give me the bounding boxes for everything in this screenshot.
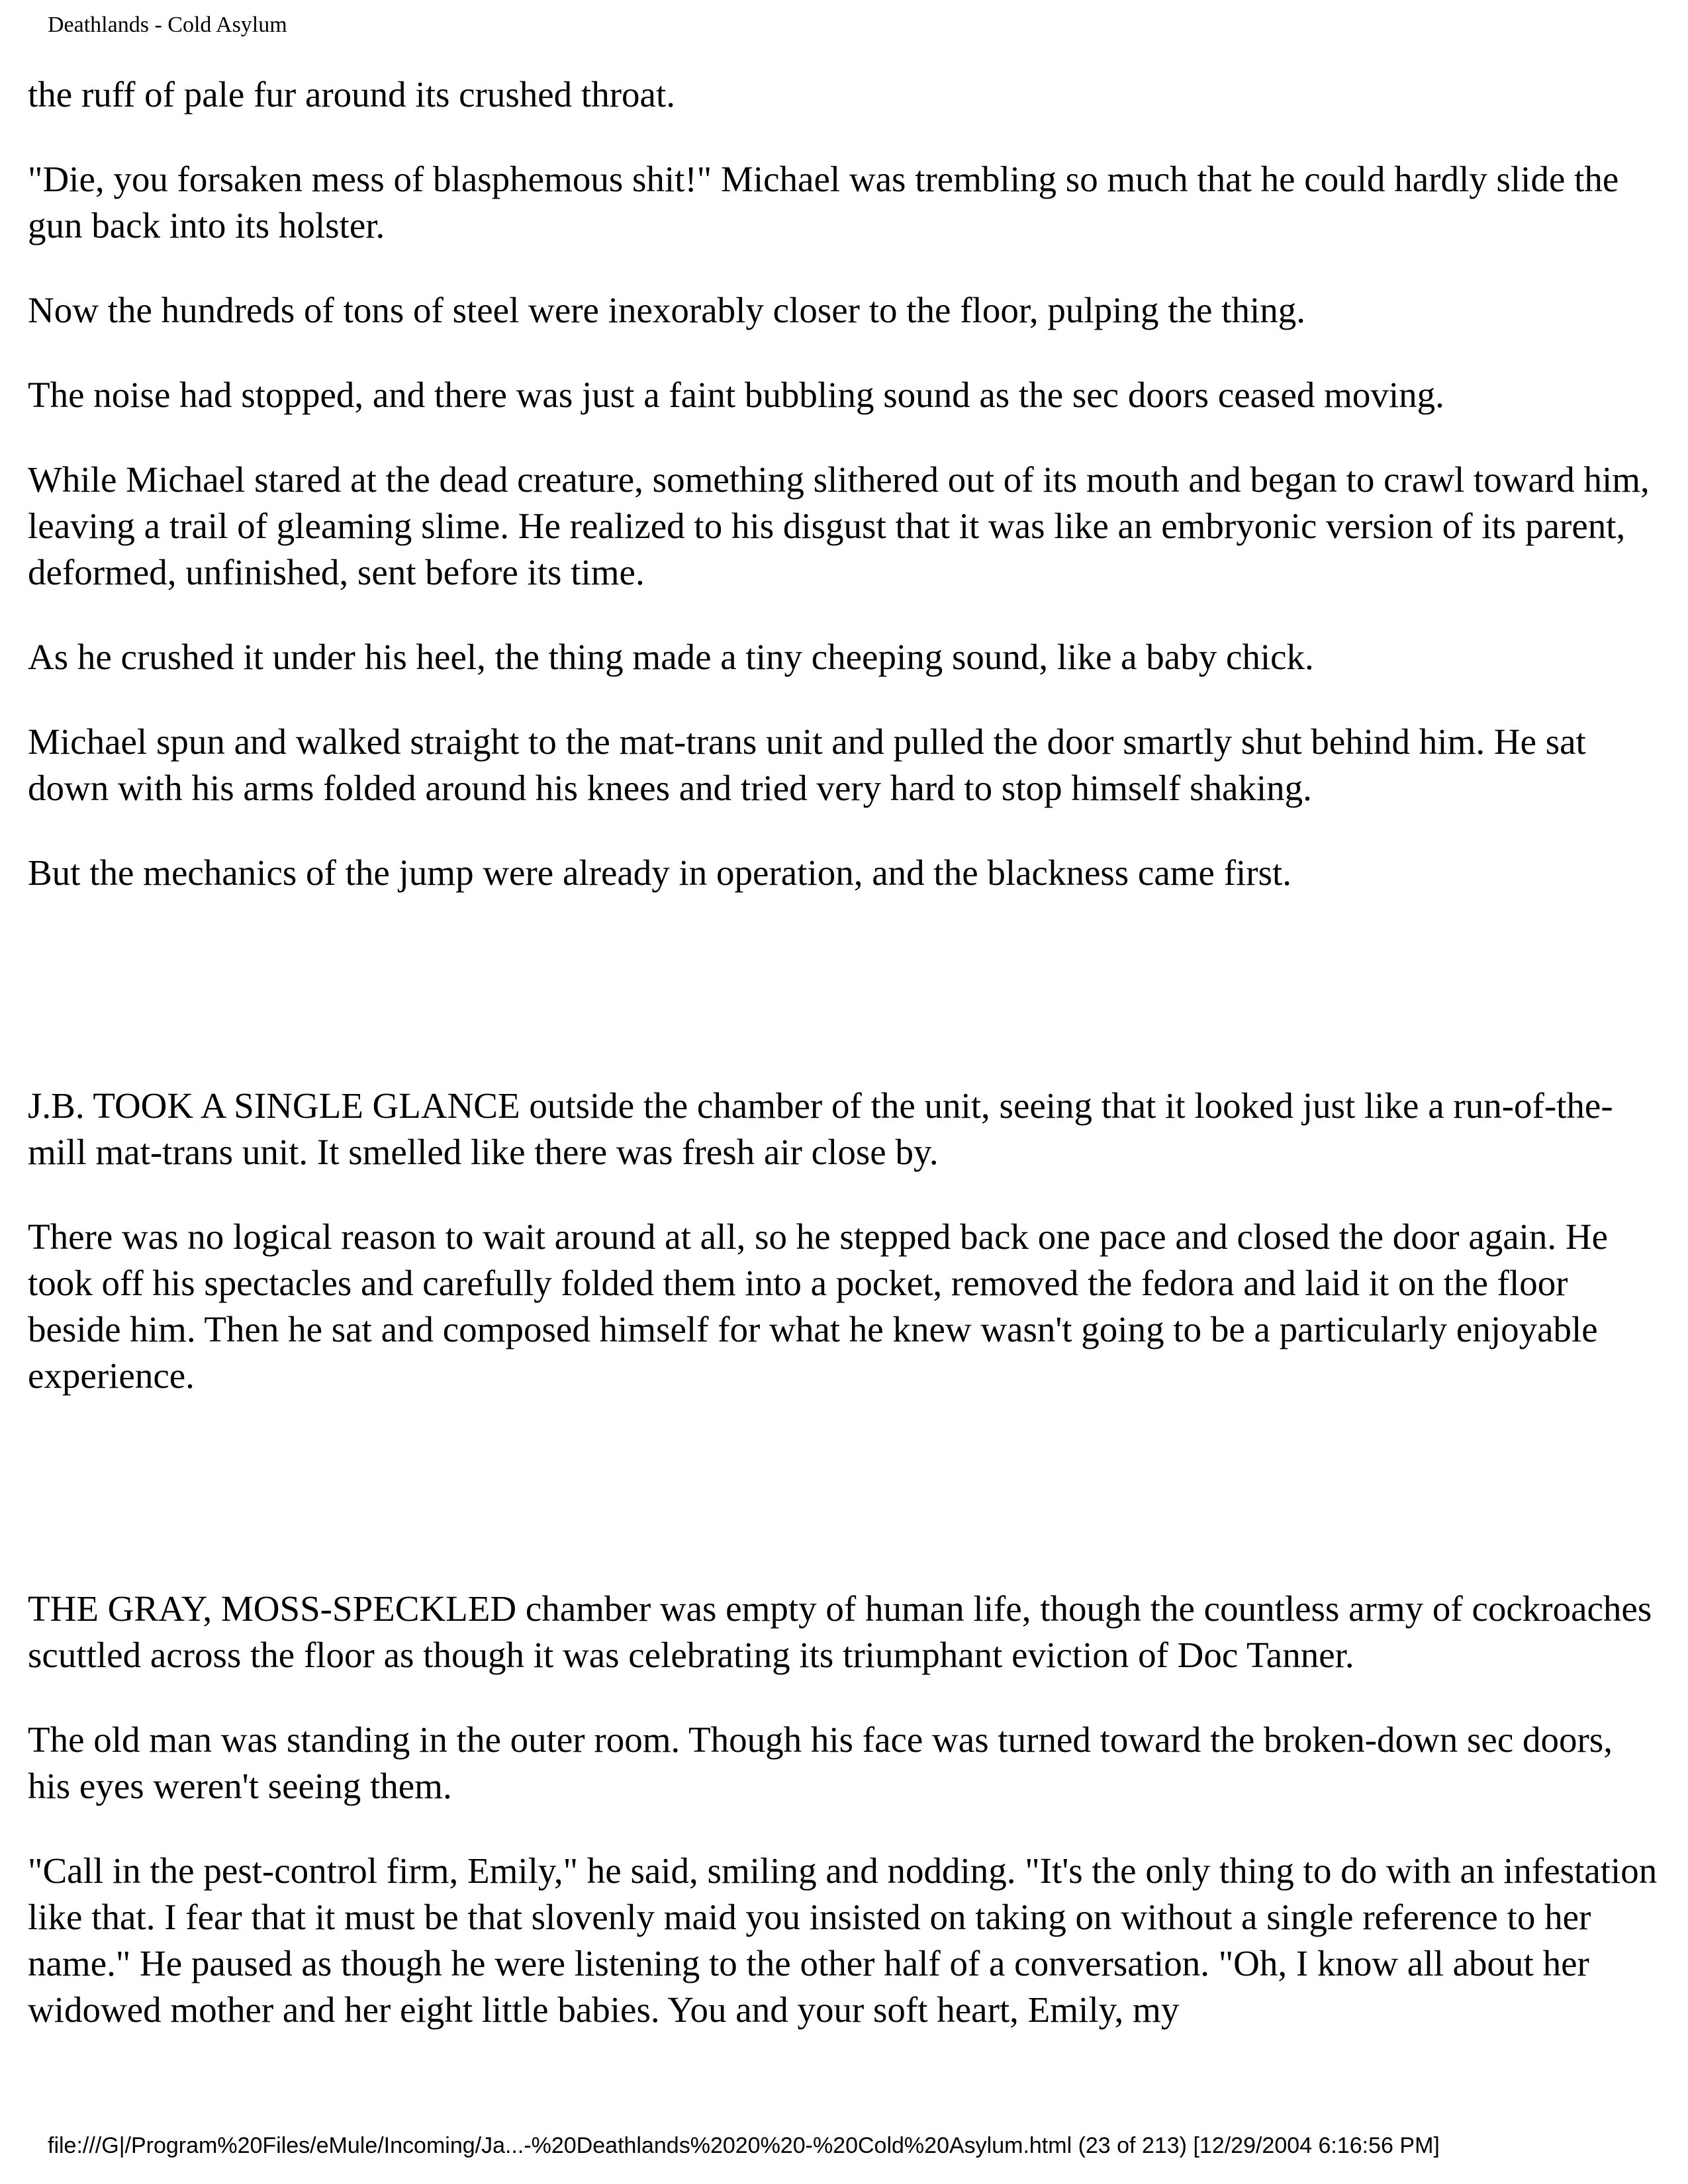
paragraph: The old man was standing in the outer room. Though his face was turned toward the broken-down sec doors, his eyes weren't seeing them. [28, 1719, 1613, 1806]
section-break [28, 1437, 1663, 1586]
paragraph: While Michael stared at the dead creature, something slithered out of its mouth and began to crawl toward him, leaving a trail of gleaming slime. He realized to his disgust that it was like an embryonic version of its parent, deformed, unfinished, sent before its time. [28, 459, 1650, 592]
section-break [28, 934, 1663, 1083]
paragraph: Now the hundreds of tons of steel were inexorably closer to the floor, pulping the thing. [28, 290, 1305, 330]
paragraph: the ruff of pale fur around its crushed throat. [28, 74, 675, 114]
paragraph: As he crushed it under his heel, the thing made a tiny cheeping sound, like a baby chick. [28, 637, 1314, 677]
page-header-title: Deathlands - Cold Asylum [48, 13, 287, 37]
paragraph: "Die, you forsaken mess of blasphemous shit!" Michael was trembling so much that he could hardly slide the gun back into its holster. [28, 159, 1619, 246]
paragraph: Michael spun and walked straight to the mat-trans unit and pulled the door smartly shut behind him. He sat down with his arms folded around his knees and tried very hard to stop himself shaking. [28, 721, 1586, 808]
page-footer-path: file:///G|/Program%20Files/eMule/Incoming/Ja...-%20Deathlands%2020%20-%20Cold%20Asylum.html (23 of 213) [12/29/2004 6:16:56 PM] [48, 2133, 1440, 2158]
paragraph: The noise had stopped, and there was just a faint bubbling sound as the sec doors ceased moving. [28, 375, 1444, 415]
paragraph: J.B. TOOK A SINGLE GLANCE outside the chamber of the unit, seeing that it looked just like a run-of-the-mill mat-trans unit. It smelled like there was fresh air close by. [28, 1085, 1613, 1172]
paragraph: THE GRAY, MOSS-SPECKLED chamber was empty of human life, though the countless army of cockroaches scuttled across the floor as though it was celebrating its triumphant eviction of Doc Tanner. [28, 1588, 1652, 1675]
document-body [28, 71, 1663, 2071]
paragraph: "Call in the pest-control firm, Emily," he said, smiling and nodding. "It's the only thing to do with an infestation like that. I fear that it must be that slovenly maid you insisted on taking on without a single reference to her name." He paused as though he were listening to the other half of a conversation. "Oh, I know all about her widowed mother and her eight little babies. You and your soft heart, Emily, my [28, 1850, 1658, 2030]
paragraph: But the mechanics of the jump were already in operation, and the blackness came first. [28, 852, 1292, 893]
paragraph: There was no logical reason to wait around at all, so he stepped back one pace and closed the door again. He took off his spectacles and carefully folded them into a pocket, removed the fedora and laid it on the floor beside him. Then he sat and composed himself for what he knew wasn't going to be a particularly enjoyable experience. [28, 1216, 1609, 1396]
